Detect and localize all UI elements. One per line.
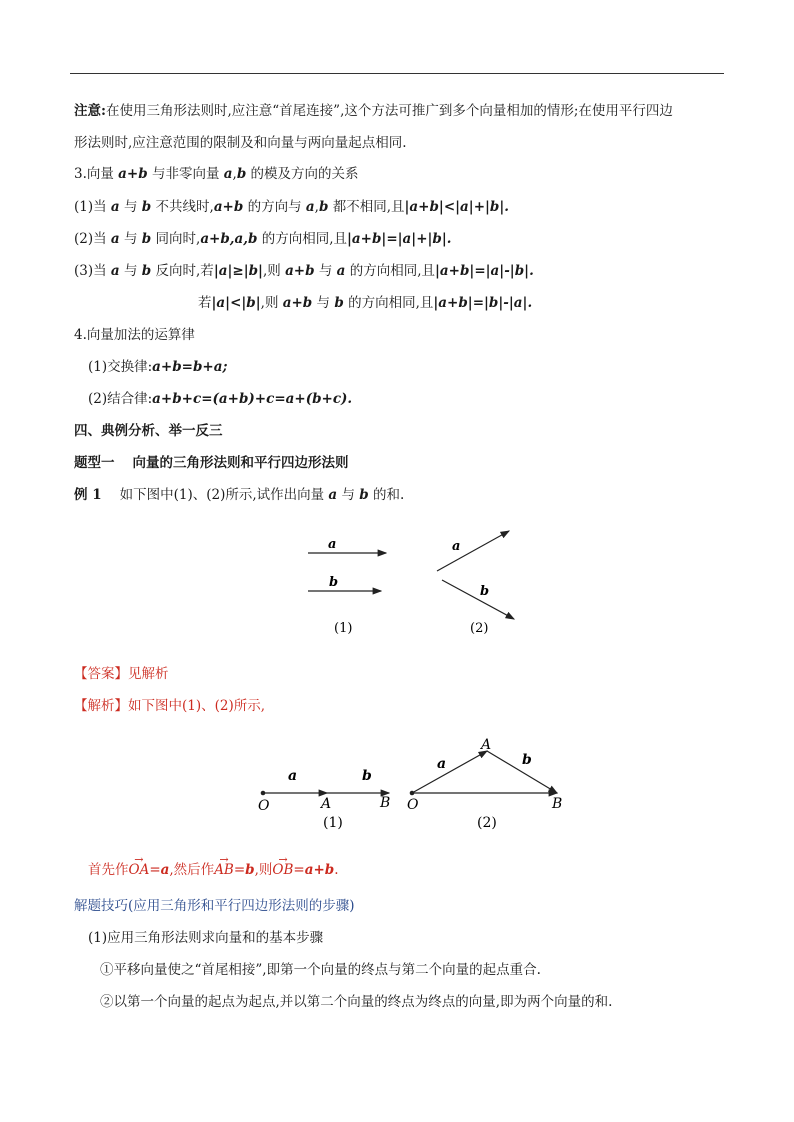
- text: 与: [314, 263, 337, 279]
- text: 与非零向量: [147, 166, 224, 182]
- figure-1-caption-2: (2): [470, 621, 489, 636]
- text: 若: [198, 295, 212, 311]
- text: =: [233, 862, 246, 878]
- note-line-2: [74, 134, 407, 152]
- vector-ob: → OB: [272, 861, 293, 879]
- case-2: [74, 230, 451, 248]
- math: |a|<|b|: [211, 295, 261, 311]
- math: b: [141, 199, 152, 215]
- vector-a-2-label: a: [452, 539, 461, 554]
- text: 的和.: [368, 487, 405, 503]
- text: 与: [119, 199, 142, 215]
- figure-1-caption-1: (1): [334, 621, 353, 636]
- math: a: [110, 231, 120, 247]
- text: (2)当: [74, 231, 111, 247]
- text: 与: [119, 231, 142, 247]
- text: (2)结合律:: [88, 391, 153, 407]
- answer-label: 【答案】: [74, 666, 128, 682]
- text: (1)当: [74, 199, 111, 215]
- vector-a-1-label: a: [328, 537, 337, 552]
- vector-b-1-label: b: [329, 575, 339, 590]
- text: 的方向与: [243, 199, 306, 215]
- math: b: [236, 166, 247, 182]
- tips-title: 解题技巧(应用三角形和平行四边形法则的步骤): [74, 898, 355, 914]
- analysis-text: 如下图中(1)、(2)所示,: [128, 698, 266, 714]
- vector-a-2: [437, 531, 509, 571]
- case-3: [74, 262, 534, 280]
- text: 的模及方向的关系: [246, 166, 359, 182]
- math: a: [223, 166, 233, 182]
- text: 如下图中(1)、(2)所示,试作出向量: [119, 487, 329, 503]
- text: 的方向相同,且: [345, 263, 435, 279]
- law-1: [88, 358, 227, 376]
- formula: |a+b|=|a|-|b|.: [435, 263, 534, 279]
- math: a: [328, 487, 338, 503]
- analysis-line: [74, 697, 265, 715]
- text: 的方向相同,且: [257, 231, 347, 247]
- label-A-1: A: [321, 796, 332, 812]
- text: =: [293, 862, 305, 878]
- figure-1: [300, 530, 560, 645]
- vector-b-2-label: b: [480, 584, 490, 599]
- math: a: [305, 199, 315, 215]
- math: a+b: [304, 862, 335, 878]
- tips-item-1: ①平移向量使之“首尾相接”,即第一个向量的终点与第二个向量的起点重合.: [100, 962, 541, 978]
- text: 首先作: [88, 862, 129, 878]
- label-a-2: a: [437, 756, 447, 772]
- section4-title: [74, 326, 195, 344]
- label-B-2: B: [552, 796, 563, 812]
- text: ,则: [254, 862, 273, 878]
- text: 同向时,: [151, 231, 201, 247]
- math: b: [334, 295, 344, 311]
- note-text-2: 形法则时,应注意范围的限制及和向量与两向量起点相同.: [74, 135, 407, 151]
- text: 与: [337, 487, 360, 503]
- text: ,则: [260, 295, 283, 311]
- text: 与: [119, 263, 142, 279]
- example-1: [74, 486, 404, 504]
- vector-ab: → AB: [214, 861, 234, 879]
- analysis-label: 【解析】: [74, 698, 128, 714]
- vector-oa-2: [412, 751, 487, 793]
- math: a+b,a,b: [200, 231, 258, 247]
- solution-line: [88, 861, 339, 879]
- text: ,则: [262, 263, 286, 279]
- math: a+b: [285, 263, 315, 279]
- text: 不共线时,: [151, 199, 214, 215]
- text: 的方向相同,且: [343, 295, 434, 311]
- answer-text: 见解析: [128, 666, 169, 682]
- header-rule: [70, 73, 724, 74]
- text: 都不相同,且: [328, 199, 405, 215]
- formula: |a+b|<|a|+|b|.: [404, 199, 509, 215]
- text: ,: [232, 166, 237, 182]
- math: b: [359, 487, 369, 503]
- math: b: [318, 199, 329, 215]
- math: b: [245, 862, 255, 878]
- math: a: [110, 199, 120, 215]
- figure-2-caption-2: (2): [477, 815, 497, 831]
- text: =: [149, 862, 161, 878]
- label-O-2: O: [407, 797, 419, 813]
- text: 反向时,若: [151, 263, 214, 279]
- figure-2-caption-1: (1): [323, 815, 343, 831]
- note-line-1: [74, 102, 673, 120]
- heading-4: 四、典例分析、举一反三: [74, 423, 223, 439]
- section3-title: [74, 165, 359, 183]
- math: a: [110, 263, 120, 279]
- text: 3.向量: [74, 166, 119, 182]
- formula: a+b+c=(a+b)+c=a+(b+c).: [152, 391, 353, 407]
- math: a: [160, 862, 170, 878]
- text: ,然后作: [169, 862, 215, 878]
- text: 与: [312, 295, 335, 311]
- math: a+b: [282, 295, 313, 311]
- text: .: [334, 862, 339, 878]
- formula: |a+b|=|b|-|a|.: [433, 295, 533, 311]
- figure-2: [255, 735, 575, 835]
- note-text-1: 在使用三角形法则时,应注意“首尾连接”,这个方法可推广到多个向量相加的情形;在使用平行四边: [105, 103, 673, 119]
- label-b-1: b: [362, 768, 372, 784]
- math: a+b: [118, 166, 148, 182]
- formula: a+b=b+a;: [152, 359, 228, 375]
- math: a: [336, 263, 346, 279]
- topic-label: 题型一: [74, 455, 115, 471]
- case-1: [74, 198, 509, 216]
- case-3b: [198, 294, 532, 312]
- text: (1)交换律:: [88, 359, 153, 375]
- text: ,: [314, 199, 319, 215]
- topic-title: 向量的三角形法则和平行四边形法则: [132, 455, 349, 471]
- text: (3)当: [74, 263, 111, 279]
- label-b-2: b: [522, 752, 532, 768]
- math: b: [141, 263, 152, 279]
- tips-item-2: ②以第一个向量的起点为起点,并以第二个向量的终点为终点的向量,即为两个向量的和.: [100, 994, 613, 1010]
- vector-oa: → OA: [129, 861, 150, 879]
- topic-1: [74, 454, 349, 472]
- text: 4.向量加法的运算律: [74, 327, 195, 343]
- label-O-1: O: [258, 798, 270, 814]
- tips-step-1: (1)应用三角形法则求向量和的基本步骤: [88, 930, 324, 946]
- math: b: [141, 231, 152, 247]
- label-B-1: B: [380, 795, 391, 811]
- math: a+b: [213, 199, 244, 215]
- vector-b-2: [442, 580, 514, 619]
- law-2: [88, 390, 352, 408]
- note-label: 注意:: [74, 103, 106, 119]
- answer-line: [74, 665, 169, 683]
- formula: |a+b|=|a|+|b|.: [347, 231, 452, 247]
- example-label: 例 1: [74, 487, 102, 503]
- math: |a|≥|b|: [213, 263, 263, 279]
- label-a-1: a: [288, 768, 298, 784]
- label-A-2: A: [481, 737, 492, 753]
